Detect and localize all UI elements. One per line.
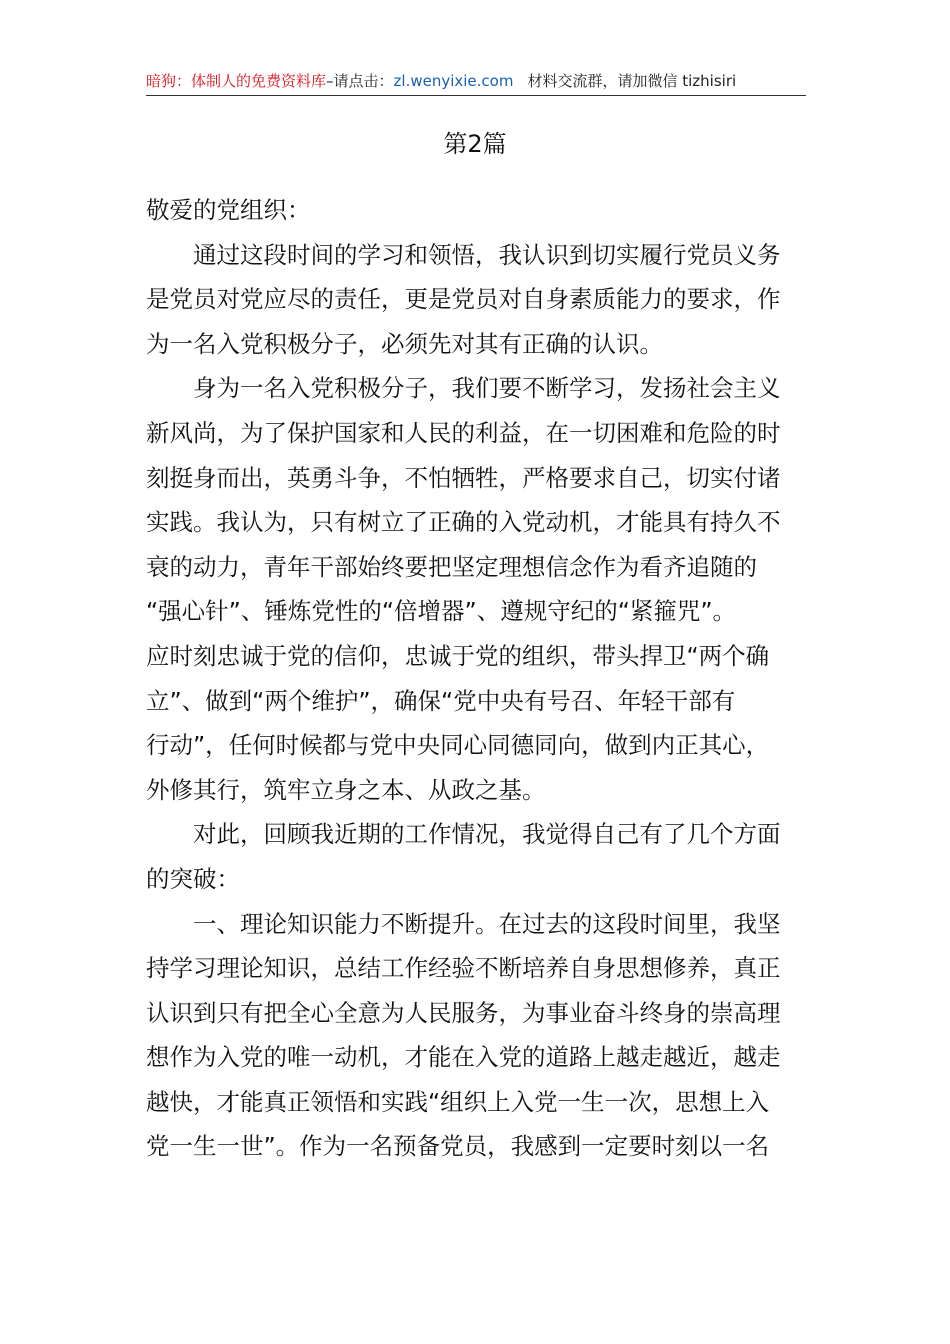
paragraph-line: 对此，回顾我近期的工作情况，我觉得自己有了几个方面 (193, 820, 781, 849)
header-group-note: 材料交流群，请加微信 tizhisiri (527, 72, 737, 90)
paragraph-line: 行动”，任何时候都与党中央同心同德同向，做到内正其心， (146, 731, 770, 760)
paragraph-line: 外修其行，筑牢立身之本、从政之基。 (146, 775, 546, 804)
header-url-link[interactable]: zl.wenyixie.com (393, 72, 514, 90)
paragraph-line: 立”、做到“两个维护”，确保“党中央有号召、年轻干部有 (146, 686, 736, 715)
paragraph-line: 越快，才能真正领悟和实践“组织上入党一生一次，思想上入 (146, 1087, 770, 1116)
paragraph-line: 身为一名入党积极分子，我们要不断学习，发扬社会主义 (193, 374, 781, 403)
paragraph-line: 实践。我认为，只有树立了正确的入党动机，才能具有持久不 (146, 508, 781, 537)
paragraph-line: “强心针”、锤炼党性的“倍增器”、遵规守纪的“紧箍咒”。 (146, 597, 737, 626)
paragraph-line: 为一名入党积极分子，必须先对其有正确的认识。 (146, 329, 663, 358)
paragraph-line: 通过这段时间的学习和领悟，我认识到切实履行党员义务 (193, 240, 781, 269)
header-divider (146, 95, 806, 96)
paragraph-line: 的突破： (146, 864, 240, 893)
paragraph-line: 认识到只有把全心全意为人民服务，为事业奋斗终身的崇高理 (146, 998, 781, 1027)
paragraph-line: 党一生一世”。作为一名预备党员，我感到一定要时刻以一名 (146, 1132, 770, 1161)
header-site-name: 暗狗：体制人的免费资料库 (146, 72, 327, 90)
paragraph-line: 持学习理论知识，总结工作经验不断培养自身思想修养，真正 (146, 954, 781, 983)
page-header (146, 68, 806, 94)
paragraph-line: 是党员对党应尽的责任，更是党员对自身素质能力的要求，作 (146, 285, 781, 314)
document-title: 第2篇 (443, 130, 507, 158)
paragraph-line: 应时刻忠诚于党的信仰，忠诚于党的组织，带头捍卫“两个确 (146, 641, 770, 670)
header-click-prompt: –请点击： (326, 72, 394, 90)
salutation: 敬爱的党组织： (146, 196, 311, 224)
paragraph-line: 一、理论知识能力不断提升。在过去的这段时间里，我坚 (193, 909, 781, 938)
paragraph-line: 刻挺身而出，英勇斗争，不怕牺牲，严格要求自己，切实付诸 (146, 463, 781, 492)
document-body (146, 188, 810, 1169)
paragraph-line: 新风尚，为了保护国家和人民的利益，在一切困难和危险的时 (146, 418, 781, 447)
paragraph-line: 想作为入党的唯一动机，才能在入党的道路上越走越近，越走 (146, 1043, 781, 1072)
paragraph-line: 衰的动力，青年干部始终要把坚定理想信念作为看齐追随的 (146, 552, 757, 581)
